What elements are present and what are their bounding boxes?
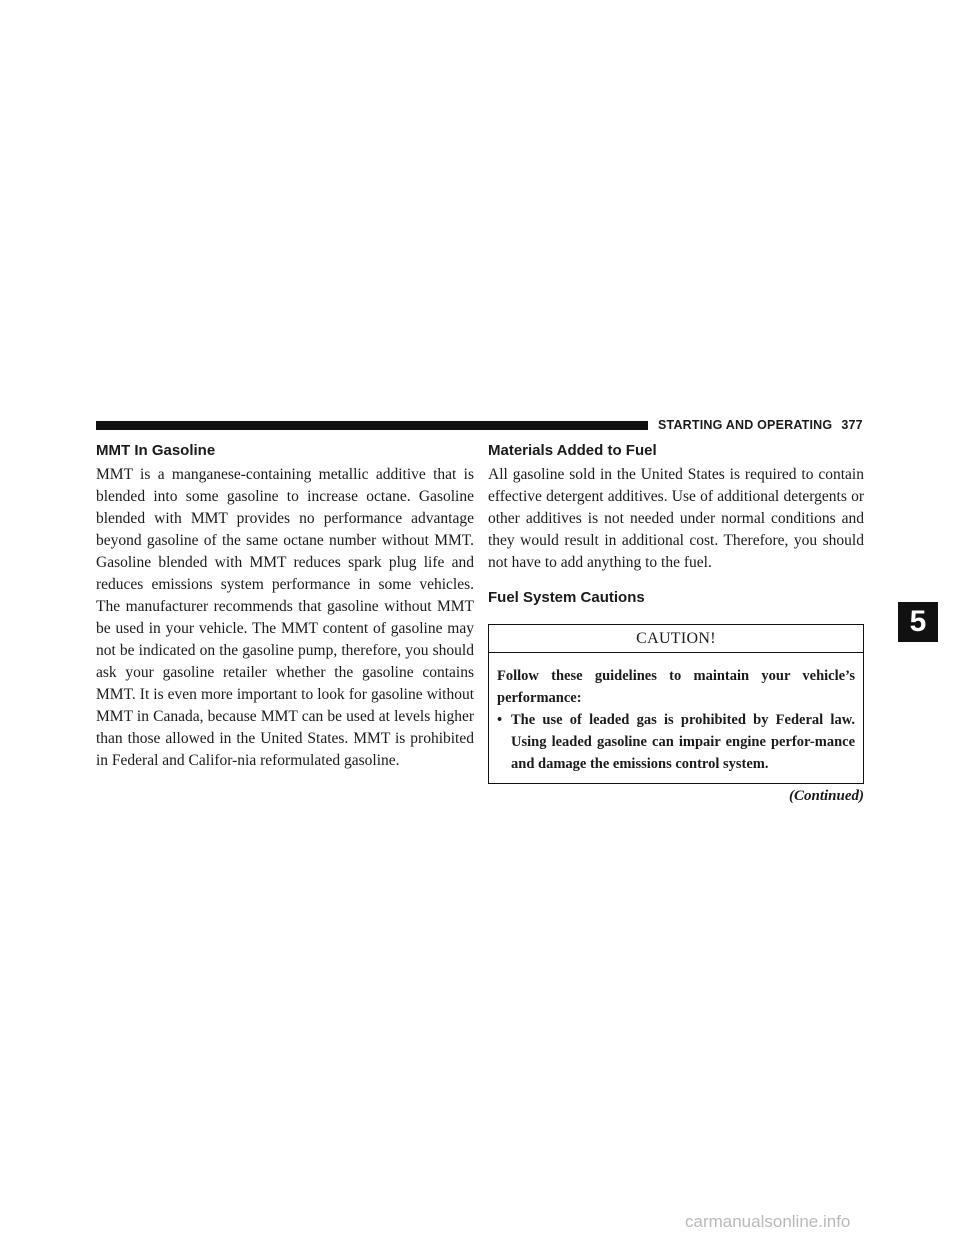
- running-header: [658, 418, 863, 432]
- page-number: 377: [841, 418, 863, 432]
- caution-bullet-text: The use of leaded gas is prohibited by Federal law. Using leaded gasoline can impair engine perfor-mance and damage the emissions control system.: [511, 712, 855, 772]
- chapter-tab: 5: [898, 602, 938, 642]
- header-rule: [96, 421, 648, 430]
- caution-bullet: [497, 709, 855, 775]
- right-column: [488, 441, 864, 806]
- paragraph-materials: All gasoline sold in the United States is required to contain effective detergent additives. Use of additional detergents or other additives is not needed under normal conditions and they would result in additional cost. Therefore, you should not have to add anything to the fuel.: [488, 466, 864, 571]
- section-title: STARTING AND OPERATING: [658, 418, 833, 432]
- heading-fuel-system-cautions: Fuel System Cautions: [488, 589, 645, 606]
- caution-title: CAUTION!: [489, 625, 863, 653]
- heading-materials-added: Materials Added to Fuel: [488, 442, 657, 459]
- bullet-icon: •: [497, 712, 503, 728]
- paragraph-mmt: MMT is a manganese-containing metallic additive that is blended into some gasoline to increase octane. Gasoline blended with MMT provides no performance advantage beyond gasoline of the same octane number without MMT. Gasoline blended with MMT reduces spark plug life and reduces emissions system performance in some vehicles. The manufacturer recommends that gasoline without MMT be used in your vehicle. The MMT content of gasoline may not be indicated on the gasoline pump, therefore, you should ask your gasoline retailer whether the gasoline contains MMT. It is even more important to look for gasoline without MMT in Canada, because MMT can be used at levels higher than those allowed in the United States. MMT is prohibited in Federal and Califor-nia reformulated gasoline.: [96, 466, 474, 769]
- heading-mmt-in-gasoline: MMT In Gasoline: [96, 442, 216, 459]
- caution-box: [488, 624, 864, 784]
- caution-intro: Follow these guidelines to maintain your vehicle’s performance:: [497, 668, 855, 706]
- watermark-text: carmanualsonline.info: [685, 1212, 851, 1231]
- caution-body: [489, 653, 863, 783]
- continued-label: (Continued): [788, 788, 864, 804]
- left-column: [96, 441, 474, 772]
